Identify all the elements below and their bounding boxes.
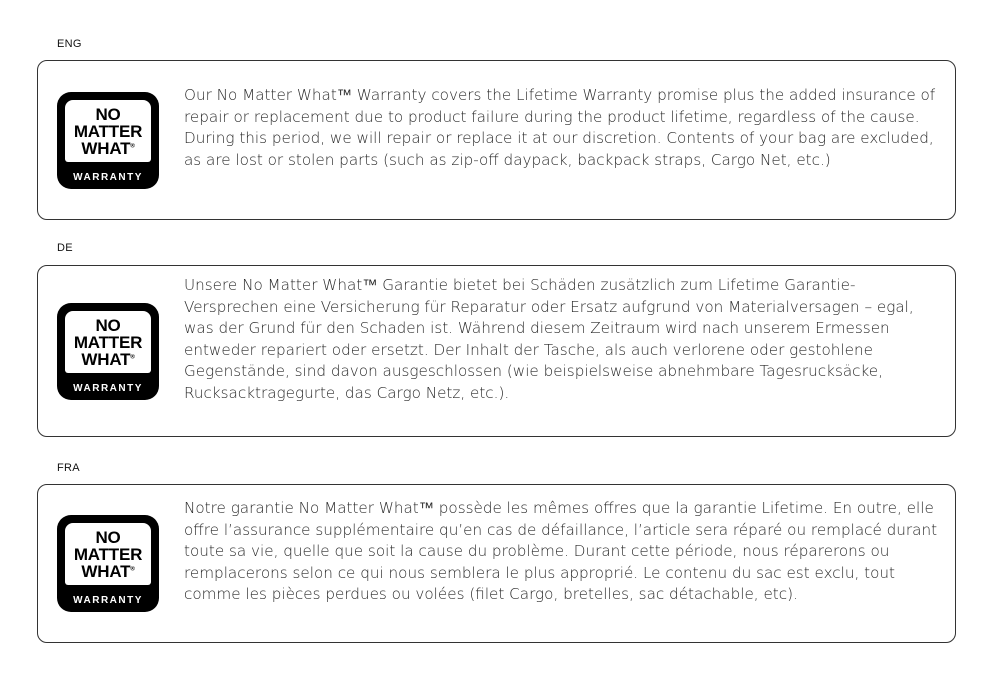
badge-line-3: [81, 351, 134, 368]
warranty-card-eng: [37, 60, 956, 220]
badge-panel: [65, 523, 151, 585]
badge-line-1: NO: [95, 315, 121, 335]
badge-panel: [65, 311, 151, 373]
language-label-fra: FRA: [57, 462, 80, 474]
no-matter-what-warranty-logo: [57, 303, 159, 400]
warranty-text-fra: Notre garantie No Matter What™ possède les mêmes offres que la garantie Lifetime. En outre, elle offre l’assurance supplémentaire qu’en cas de défaillance, l’article sera réparé ou remplacé durant toute sa vie, quelle que soit la cause du problème. Durant cette période, nous réparerons ou remplacerons selon ce qui nous semblera le plus approprié. Le contenu du sac est exclu, tout comme les pièces perdues ou volées (filet Cargo, bretelles, sac détachable, etc).: [184, 499, 938, 604]
badge-line-3: [81, 563, 134, 580]
language-label-de: DE: [57, 242, 73, 254]
badge-bottom-text: WARRANTY: [73, 172, 143, 183]
no-matter-what-warranty-logo: [57, 515, 159, 612]
registered-mark: ®: [130, 565, 135, 572]
badge-line-3-text: WHAT: [81, 561, 131, 581]
registered-mark: ®: [130, 353, 135, 360]
badge-line-1: NO: [95, 104, 121, 124]
badge-bottom-text: WARRANTY: [73, 383, 143, 394]
registered-mark: ®: [130, 142, 135, 149]
badge-line-3: [81, 140, 134, 157]
badge-line-1: NO: [95, 527, 121, 547]
badge-line-3-text: WHAT: [81, 138, 131, 158]
badge-bottom-text: WARRANTY: [73, 595, 143, 606]
badge-line-2: MATTER: [73, 332, 143, 352]
warranty-card-de: [37, 265, 956, 437]
no-matter-what-warranty-logo: [57, 92, 159, 189]
badge-line-2: MATTER: [73, 544, 143, 564]
badge-line-3-text: WHAT: [81, 349, 131, 369]
warranty-text-de: Unsere No Matter What™ Garantie bietet bei Schäden zusätzlich zum Lifetime Garantie-Versprechen eine Versicherung für Reparatur oder Ersatz aufgrund von Materialversagen – egal, was der Grund für den Schaden ist. Während diesem Zeitraum wird nach unserem Ermessen entweder repariert oder ersetzt. Der Inhalt der Tasche, als auch verlorene oder gestohlene Gegenstände, sind davon ausgeschlossen (wie beispielsweise abnehmbare Tagesrucksäcke, Rucksacktragegurte, das Cargo Netz, etc.).: [184, 276, 914, 402]
warranty-card-fra: [37, 484, 956, 643]
warranty-text-eng: Our No Matter What™ Warranty covers the Lifetime Warranty promise plus the added insurance of repair or replacement due to product failure during the product lifetime, regardless of the cause. During this period, we will repair or replace it at our discretion. Contents of your bag are excluded, as are lost or stolen parts (such as zip-off daypack, backpack straps, Cargo Net, etc.): [184, 86, 936, 169]
badge-line-2: MATTER: [73, 121, 143, 141]
badge-panel: [65, 100, 151, 162]
language-label-eng: ENG: [57, 38, 82, 50]
